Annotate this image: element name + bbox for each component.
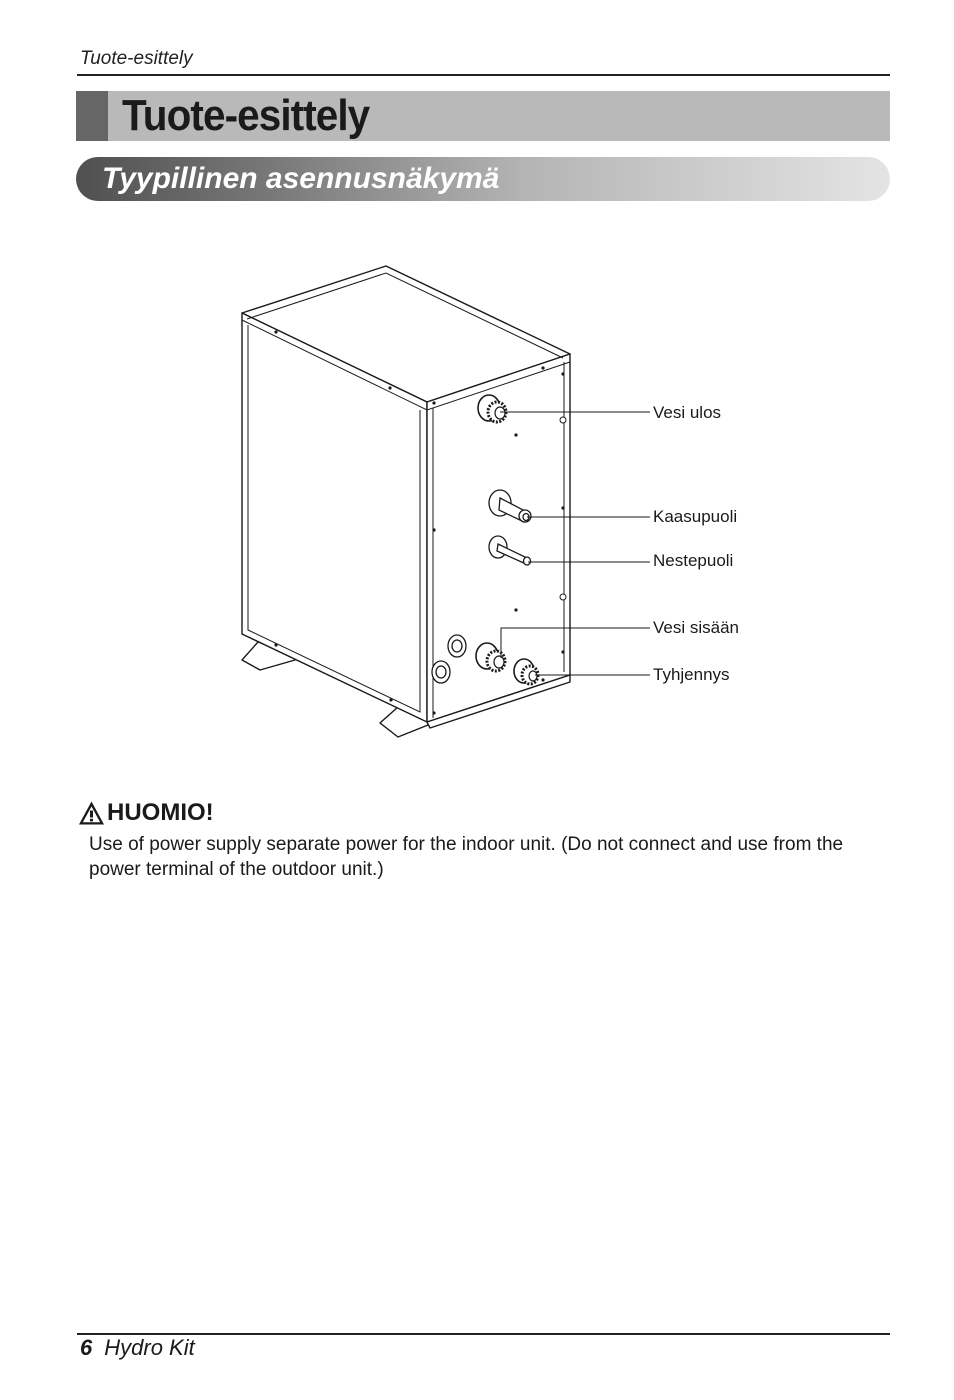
running-header: Tuote-esittely: [80, 48, 193, 69]
product-name: Hydro Kit: [104, 1335, 195, 1360]
callout-water-in: Vesi sisään: [653, 618, 739, 637]
header-rule: [77, 74, 890, 76]
caution-text: Use of power supply separate power for the indoor unit. (Do not connect and use from the power terminal of the outdoor unit.): [89, 834, 844, 880]
caution-label: HUOMIO!: [107, 799, 214, 826]
callout-gas-side: Kaasupuoli: [653, 507, 738, 526]
section-title-bar: [76, 91, 890, 141]
title-accent-block: [76, 91, 108, 141]
page-title: Tuote-esittely: [122, 91, 370, 140]
subtitle-bar: [76, 157, 890, 201]
caution-heading: [78, 798, 214, 828]
page-footer: [80, 1335, 195, 1361]
warning-triangle-icon: [78, 800, 105, 826]
callout-water-out: Vesi ulos: [653, 403, 722, 422]
footer-rule: [77, 1333, 890, 1335]
section-subtitle: Tyypillinen asennusnäkymä: [102, 162, 500, 195]
callout-liquid-side: Nestepuoli: [653, 551, 734, 570]
page-number: 6: [80, 1335, 93, 1360]
callout-drain: Tyhjennys: [653, 665, 730, 684]
